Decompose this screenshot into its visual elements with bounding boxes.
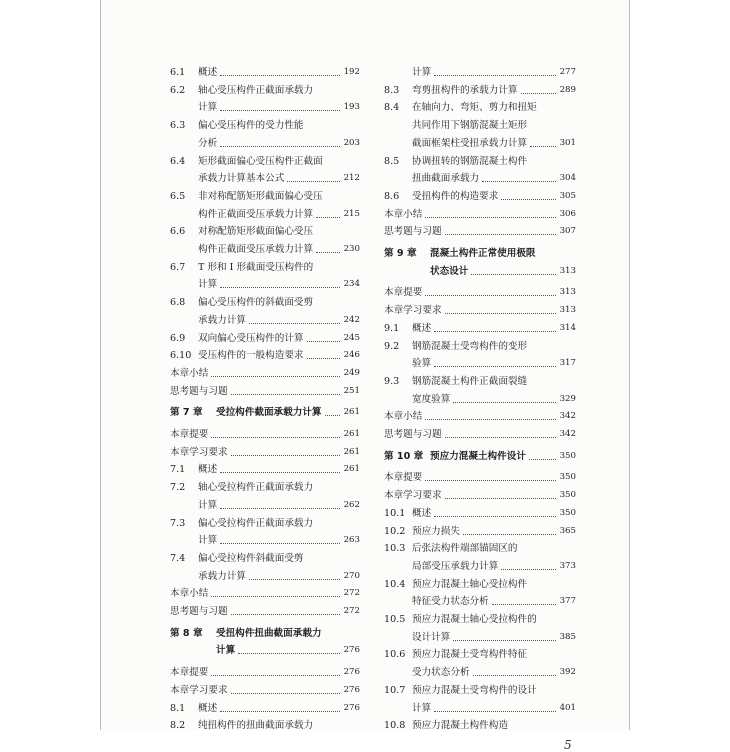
toc-section-number: 6.9 xyxy=(170,332,186,344)
toc-leader-dots xyxy=(220,146,340,147)
toc-row xyxy=(384,66,576,79)
toc-page-number: 314 xyxy=(559,322,576,333)
toc-row xyxy=(384,155,576,168)
toc-row xyxy=(384,507,576,520)
toc-entry-title: 构件正截面受压承载力计算 xyxy=(198,244,314,255)
toc-row xyxy=(384,137,576,150)
toc-section-number: 7.3 xyxy=(170,517,186,529)
toc-page-number: 350 xyxy=(559,472,576,483)
toc-section-number: 6.6 xyxy=(170,226,186,238)
toc-leader-dots xyxy=(316,252,340,253)
toc-page-number: 215 xyxy=(343,208,360,219)
toc-leader-dots xyxy=(220,711,340,712)
toc-leader-dots xyxy=(307,358,340,359)
toc-row xyxy=(170,605,360,618)
toc-row xyxy=(170,666,360,679)
toc-row xyxy=(384,190,576,203)
toc-row xyxy=(170,428,360,441)
toc-section-number: 9.2 xyxy=(384,340,400,352)
toc-entry-title: 分析 xyxy=(198,137,218,149)
toc-page-number: 203 xyxy=(343,137,360,148)
toc-page-number: 385 xyxy=(559,631,576,642)
toc-row xyxy=(170,534,360,547)
toc-row xyxy=(384,489,576,502)
toc-row xyxy=(170,172,360,185)
toc-page-number: 313 xyxy=(559,305,576,316)
toc-section-number: 10.8 xyxy=(384,720,406,732)
toc-page-number: 234 xyxy=(343,279,360,290)
toc-section-number: 7.4 xyxy=(170,552,186,564)
toc-entry-title: 计算 xyxy=(198,279,218,291)
toc-entry-title: 轴心受拉构件正截面承载力 xyxy=(198,482,314,494)
toc-page-number: 313 xyxy=(559,265,576,276)
toc-section-number: 8.1 xyxy=(170,702,186,714)
toc-row xyxy=(170,155,360,168)
toc-entry-title: 承载力计算 xyxy=(198,314,246,326)
toc-row xyxy=(170,332,360,345)
toc-entry-title: 概述 xyxy=(198,702,218,714)
toc-section-number: 6.5 xyxy=(170,190,186,202)
toc-page-number: 401 xyxy=(559,702,576,713)
toc-entry-title: 本章学习要求 xyxy=(170,684,228,696)
toc-entry-title: 思考题与习题 xyxy=(384,429,442,440)
toc-leader-dots xyxy=(220,472,340,473)
toc-entry-title: 受扭构件的构造要求 xyxy=(412,190,499,202)
toc-leader-dots xyxy=(434,711,556,712)
toc-row xyxy=(170,446,360,459)
toc-page-number: 245 xyxy=(343,332,360,343)
toc-row xyxy=(170,719,360,732)
toc-page-number: 350 xyxy=(559,507,576,518)
toc-entry-title: 纯扭构件的扭曲截面承载力 xyxy=(198,720,314,732)
toc-entry-title: 设计计算 xyxy=(412,631,451,643)
toc-section-number: 8.4 xyxy=(384,102,400,114)
toc-row xyxy=(170,261,360,274)
toc-entry-title: 偏心受压构件的斜截面受剪 xyxy=(198,297,314,309)
toc-row xyxy=(384,286,576,299)
toc-entry-title: 特征受力状态分析 xyxy=(412,596,489,608)
toc-section-number: 6.4 xyxy=(170,155,186,167)
toc-page-number: 193 xyxy=(343,102,360,113)
toc-entry-title: 验算 xyxy=(412,358,432,370)
toc-row xyxy=(384,119,576,132)
toc-page-number: 272 xyxy=(343,588,360,599)
toc-row xyxy=(384,613,576,626)
toc-leader-dots xyxy=(434,75,556,76)
toc-entry-title: 本章学习要求 xyxy=(384,490,442,502)
toc-page-number: 262 xyxy=(343,499,360,510)
toc-leader-dots xyxy=(445,498,556,499)
toc-page-number: 350 xyxy=(559,450,576,461)
toc-entry-title: 思考题与习题 xyxy=(170,385,228,397)
toc-page-number: 230 xyxy=(343,244,360,254)
toc-leader-dots xyxy=(238,653,340,654)
toc-page-number: 313 xyxy=(559,287,576,298)
toc-section-number: 7.1 xyxy=(170,464,186,476)
toc-row xyxy=(170,84,360,97)
toc-page-number: 377 xyxy=(559,596,576,607)
toc-page-number: 249 xyxy=(343,367,360,378)
toc-page-number: 212 xyxy=(343,173,360,184)
toc-row xyxy=(170,349,360,362)
toc-row xyxy=(384,666,576,679)
toc-leader-dots xyxy=(231,394,340,395)
toc-entry-title: 后张法构件端部锚固区的 xyxy=(412,543,518,555)
toc-page-number: 307 xyxy=(559,226,576,237)
toc-entry-title: 协调扭转的钢筋混凝土构件 xyxy=(412,155,528,167)
toc-page-number: 261 xyxy=(343,407,360,418)
toc-entry-title: 本章提要 xyxy=(384,472,423,484)
toc-row xyxy=(170,137,360,150)
toc-leader-dots xyxy=(425,419,556,420)
toc-entry-title: 截面框架柱受扭承载力计算 xyxy=(412,137,528,149)
toc-section-number: 9.3 xyxy=(384,375,400,387)
toc-page-number: 304 xyxy=(559,173,576,184)
toc-entry-title: 计算 xyxy=(198,102,218,114)
toc-entry-title: T 形和 I 形截面受压构件的 xyxy=(198,261,314,273)
toc-row xyxy=(170,243,360,256)
toc-row xyxy=(170,208,360,221)
toc-leader-dots xyxy=(463,534,556,535)
toc-entry-title: 状态设计 xyxy=(430,265,469,277)
toc-row xyxy=(384,578,576,591)
toc-row xyxy=(384,393,576,406)
toc-row xyxy=(384,172,576,185)
toc-section-number: 6.8 xyxy=(170,297,186,309)
toc-entry-title: 思考题与习题 xyxy=(384,226,442,238)
toc-leader-dots xyxy=(445,234,556,235)
page-number: 5 xyxy=(564,738,572,752)
toc-entry-title: 受拉构件截面承载力计算 xyxy=(216,407,322,419)
toc-entry-title: 轴心受压构件正截面承载力 xyxy=(198,84,314,96)
toc-page-number: 276 xyxy=(343,667,360,678)
toc-row xyxy=(384,702,576,715)
toc-entry-title: 受力状态分析 xyxy=(412,667,470,679)
toc-row xyxy=(170,296,360,309)
toc-row xyxy=(384,542,576,555)
toc-section-number: 6.3 xyxy=(170,120,186,132)
toc-row xyxy=(170,66,360,79)
toc-row xyxy=(170,119,360,132)
toc-row xyxy=(384,101,576,114)
toc-row xyxy=(170,552,360,565)
toc-leader-dots xyxy=(425,217,556,218)
toc-entry-title: 概述 xyxy=(198,67,218,78)
toc-entry-title: 承载力计算 xyxy=(198,570,246,582)
toc-row xyxy=(384,208,576,221)
toc-row xyxy=(170,499,360,512)
toc-entry-title: 在轴向力、弯矩、剪力和扭矩 xyxy=(412,102,537,114)
toc-leader-dots xyxy=(482,181,556,182)
toc-page-number: 276 xyxy=(343,645,360,656)
toc-page-number: 261 xyxy=(343,446,360,457)
toc-row xyxy=(384,631,576,644)
toc-row xyxy=(170,684,360,697)
toc-page-number: 192 xyxy=(343,67,360,77)
toc-entry-title: 受压构件的一般构造要求 xyxy=(198,350,304,362)
toc-row xyxy=(384,595,576,608)
toc-page-number: 392 xyxy=(559,667,576,678)
toc-section-number: 第 10 章 xyxy=(384,450,424,462)
toc-row xyxy=(170,225,360,238)
toc-entry-title: 宽度验算 xyxy=(412,393,451,405)
toc-entry-title: 计算 xyxy=(412,702,432,714)
toc-leader-dots xyxy=(530,146,556,147)
toc-section-number: 第 8 章 xyxy=(170,627,203,639)
toc-entry-title: 本章提要 xyxy=(384,287,423,299)
toc-row xyxy=(170,463,360,476)
toc-section-number: 6.10 xyxy=(170,350,192,362)
toc-entry-title: 本章小结 xyxy=(170,367,209,379)
toc-row xyxy=(170,702,360,715)
toc-page-number: 272 xyxy=(343,606,360,616)
toc-row xyxy=(384,684,576,697)
toc-entry-title: 混凝土构件正常使用极限 xyxy=(430,248,536,259)
toc-entry-title: 本章小结 xyxy=(384,411,423,423)
toc-row xyxy=(384,304,576,317)
toc-leader-dots xyxy=(434,331,556,332)
toc-row xyxy=(384,340,576,353)
toc-page-number: 289 xyxy=(559,84,576,95)
toc-entry-title: 思考题与习题 xyxy=(170,606,228,617)
toc-entry-title: 预应力混凝土受弯构件特征 xyxy=(412,649,528,661)
toc-leader-dots xyxy=(220,110,340,111)
toc-section-number: 6.1 xyxy=(170,67,186,78)
toc-section-number: 8.5 xyxy=(384,155,400,167)
toc-entry-title: 矩形截面偏心受压构件正截面 xyxy=(198,155,323,167)
toc-section-number: 10.2 xyxy=(384,525,406,537)
toc-leader-dots xyxy=(501,199,556,200)
toc-row xyxy=(170,587,360,600)
toc-row xyxy=(384,648,576,661)
toc-leader-dots xyxy=(453,640,556,641)
toc-section-number: 10.3 xyxy=(384,543,406,555)
toc-leader-dots xyxy=(521,93,556,94)
toc-entry-title: 共同作用下钢筋混凝土矩形 xyxy=(412,120,528,132)
toc-leader-dots xyxy=(211,437,340,438)
toc-chapter-row xyxy=(170,627,360,640)
toc-entry-title: 本章学习要求 xyxy=(170,446,228,458)
toc-leader-dots xyxy=(249,579,340,580)
toc-row xyxy=(170,367,360,380)
toc-row xyxy=(170,517,360,530)
toc-section-number: 10.1 xyxy=(384,507,406,519)
toc-row xyxy=(384,225,576,238)
toc-page-number: 317 xyxy=(559,358,576,369)
toc-section-number: 7.2 xyxy=(170,482,186,494)
toc-leader-dots xyxy=(211,675,340,676)
toc-entry-title: 双向偏心受压构件的计算 xyxy=(198,332,304,344)
toc-row xyxy=(170,101,360,114)
toc-page-number: 373 xyxy=(559,560,576,571)
toc-leader-dots xyxy=(445,437,556,438)
toc-leader-dots xyxy=(492,604,556,605)
toc-entry-title: 本章小结 xyxy=(384,208,423,220)
toc-row xyxy=(384,375,576,388)
toc-page-number: 329 xyxy=(559,393,576,404)
toc-leader-dots xyxy=(316,217,340,218)
toc-section-number: 第 7 章 xyxy=(170,407,203,419)
toc-entry-title: 预应力混凝土构件构造 xyxy=(412,720,508,732)
toc-entry-title: 计算 xyxy=(216,645,236,657)
toc-section-number: 8.6 xyxy=(384,190,400,202)
toc-leader-dots xyxy=(231,614,340,615)
toc-leader-dots xyxy=(529,459,556,460)
toc-row xyxy=(384,560,576,573)
toc-leader-dots xyxy=(453,402,556,403)
toc-entry-title: 本章提要 xyxy=(170,667,209,679)
toc-section-number: 10.4 xyxy=(384,578,406,590)
toc-entry-title: 概述 xyxy=(412,507,432,519)
toc-entry-title: 预应力混凝土构件设计 xyxy=(430,450,526,462)
toc-leader-dots xyxy=(325,415,340,416)
toc-entry-title: 预应力混凝土轴心受拉构件 xyxy=(412,578,528,590)
toc-page-number: 342 xyxy=(559,429,576,439)
toc-chapter-row xyxy=(384,265,576,278)
toc-entry-title: 偏心受拉构件正截面承载力 xyxy=(198,517,314,529)
toc-row xyxy=(384,357,576,370)
toc-row xyxy=(170,385,360,398)
toc-page-number: 365 xyxy=(559,525,576,536)
toc-entry-title: 计算 xyxy=(198,535,218,547)
toc-leader-dots xyxy=(473,675,556,676)
toc-section-number: 6.7 xyxy=(170,261,186,273)
toc-page-number: 301 xyxy=(559,137,576,148)
toc-entry-title: 钢筋混凝土受弯构件的变形 xyxy=(412,340,528,352)
toc-entry-title: 非对称配筋矩形截面偏心受压 xyxy=(198,190,323,202)
toc-row xyxy=(170,570,360,583)
toc-page-number: 263 xyxy=(343,535,360,546)
toc-page-number: 276 xyxy=(343,684,360,695)
toc-entry-title: 弯剪扭构件的承载力计算 xyxy=(412,84,518,96)
toc-leader-dots xyxy=(445,313,556,314)
toc-row xyxy=(170,190,360,203)
toc-row xyxy=(170,314,360,327)
toc-page-number: 246 xyxy=(343,350,360,361)
toc-page-number: 251 xyxy=(343,385,360,396)
toc-section-number: 10.7 xyxy=(384,684,406,696)
toc-entry-title: 偏心受拉构件斜截面受剪 xyxy=(198,552,304,564)
toc-chapter-row xyxy=(384,450,576,463)
toc-leader-dots xyxy=(425,295,556,296)
toc-chapter-row xyxy=(170,644,360,657)
toc-entry-title: 本章学习要求 xyxy=(384,305,442,317)
toc-page-number: 342 xyxy=(559,411,576,422)
toc-section-number: 9.1 xyxy=(384,322,400,334)
toc-page-number: 242 xyxy=(343,314,360,325)
toc-leader-dots xyxy=(211,596,340,597)
toc-section-number: 第 9 章 xyxy=(384,248,417,259)
toc-entry-title: 预应力混凝土受弯构件的设计 xyxy=(412,684,537,696)
toc-entry-title: 计算 xyxy=(412,67,432,78)
toc-leader-dots xyxy=(211,376,340,377)
toc-entry-title: 预应力损失 xyxy=(412,525,460,537)
toc-leader-dots xyxy=(220,543,340,544)
toc-leader-dots xyxy=(501,569,556,570)
toc-row xyxy=(384,471,576,484)
toc-entry-title: 对称配筋矩形截面偏心受压 xyxy=(198,226,314,238)
toc-entry-title: 概述 xyxy=(198,464,218,476)
toc-page-number: 350 xyxy=(559,490,576,501)
toc-leader-dots xyxy=(434,516,556,517)
toc-entry-title: 局部受压承载力计算 xyxy=(412,560,499,572)
toc-leader-dots xyxy=(425,480,556,481)
toc-leader-dots xyxy=(287,181,340,182)
toc-row xyxy=(384,322,576,335)
toc-entry-title: 钢筋混凝土构件正截面裂缝 xyxy=(412,375,528,387)
toc-chapter-row xyxy=(170,406,360,419)
toc-entry-title: 预应力混凝土轴心受拉构件的 xyxy=(412,614,537,625)
toc-page-number: 261 xyxy=(343,464,360,475)
toc-page-number: 306 xyxy=(559,208,576,219)
toc-section-number: 10.5 xyxy=(384,614,406,625)
toc-entry-title: 本章提要 xyxy=(170,429,209,440)
toc-entry-title: 受扭构件扭曲截面承载力 xyxy=(216,627,322,639)
toc-leader-dots xyxy=(434,366,556,367)
toc-entry-title: 扭曲截面承载力 xyxy=(412,173,480,185)
toc-chapter-row xyxy=(384,247,576,260)
toc-leader-dots xyxy=(231,455,340,456)
toc-row xyxy=(384,84,576,97)
toc-section-number: 10.6 xyxy=(384,649,406,661)
toc-page-number: 277 xyxy=(559,67,576,77)
toc-leader-dots xyxy=(249,323,340,324)
toc-page-number: 305 xyxy=(559,190,576,201)
toc-leader-dots xyxy=(307,341,340,342)
toc-row xyxy=(384,719,576,732)
toc-row xyxy=(170,278,360,291)
toc-page-number: 261 xyxy=(343,429,360,439)
toc-row xyxy=(384,410,576,423)
toc-row xyxy=(170,481,360,494)
toc-entry-title: 构件正截面受压承载力计算 xyxy=(198,208,314,220)
toc-leader-dots xyxy=(231,693,340,694)
toc-leader-dots xyxy=(471,274,556,275)
toc-entry-title: 本章小结 xyxy=(170,588,209,600)
toc-entry-title: 承载力计算基本公式 xyxy=(198,173,285,185)
toc-entry-title: 偏心受压构件的受力性能 xyxy=(198,120,304,132)
toc-page-number: 270 xyxy=(343,570,360,581)
toc-row xyxy=(384,525,576,538)
toc-leader-dots xyxy=(220,508,340,509)
toc-page-number: 276 xyxy=(343,702,360,713)
toc-entry-title: 计算 xyxy=(198,499,218,511)
toc-section-number: 8.3 xyxy=(384,84,400,96)
toc-leader-dots xyxy=(220,287,340,288)
toc-row xyxy=(384,428,576,441)
toc-section-number: 8.2 xyxy=(170,720,186,732)
toc-section-number: 6.2 xyxy=(170,84,186,96)
toc-entry-title: 概述 xyxy=(412,322,432,334)
toc-leader-dots xyxy=(220,75,340,76)
